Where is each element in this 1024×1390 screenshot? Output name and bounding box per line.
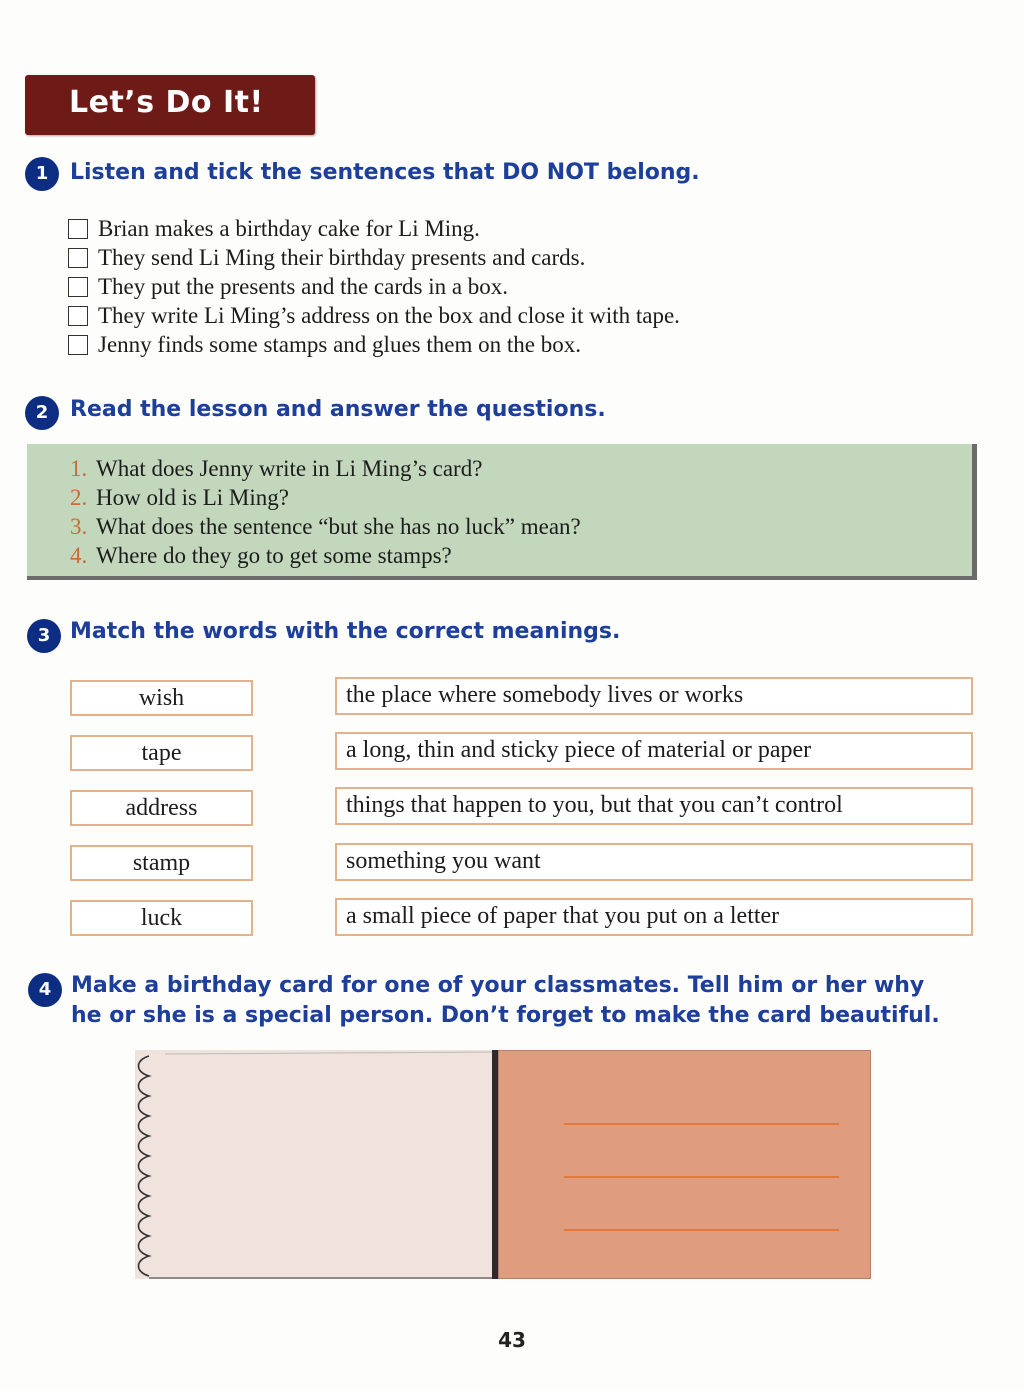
tick-list — [68, 214, 680, 359]
question-item — [70, 512, 581, 541]
tick-item-text: Brian makes a birthday cake for Li Ming. — [98, 215, 480, 241]
exercise-4-heading-line-1: Make a birthday card for one of your classmates. Tell him or her why — [71, 973, 925, 998]
exercise-4-heading-line-2: he or she is a special person. Don’t forget to make the card beautiful. — [71, 1003, 940, 1028]
meaning-box[interactable]: the place where somebody lives or works — [335, 677, 973, 715]
card-writing-line[interactable] — [564, 1229, 839, 1231]
question-text: How old is Li Ming? — [96, 484, 289, 510]
banner-title: Let’s Do It! — [69, 85, 264, 120]
meaning-box[interactable]: a long, thin and sticky piece of material or paper — [335, 732, 973, 770]
exercise-2-number: 2 — [25, 396, 59, 430]
birthday-card — [135, 1050, 871, 1279]
meaning-box[interactable]: something you want — [335, 843, 973, 881]
card-writing-line[interactable] — [564, 1123, 839, 1125]
question-number: 3. — [70, 513, 88, 539]
question-list — [70, 454, 581, 570]
tick-checkbox[interactable] — [68, 335, 88, 355]
tick-checkbox[interactable] — [68, 306, 88, 326]
card-inside[interactable] — [498, 1050, 871, 1279]
question-item — [70, 454, 581, 483]
tick-checkbox[interactable] — [68, 277, 88, 297]
exercise-2-heading: Read the lesson and answer the questions. — [70, 397, 606, 422]
lets-do-it-banner — [25, 75, 315, 135]
word-box-wish[interactable]: wish — [70, 680, 253, 716]
question-item — [70, 483, 581, 512]
question-number: 1. — [70, 455, 88, 481]
exercise-1-number: 1 — [25, 157, 59, 191]
tick-item — [68, 330, 680, 359]
tick-checkbox[interactable] — [68, 219, 88, 239]
tick-item-text: They send Li Ming their birthday presents and cards. — [98, 244, 586, 270]
tick-item-text: Jenny finds some stamps and glues them on the box. — [98, 331, 581, 357]
tick-item-text: They write Li Ming’s address on the box and close it with tape. — [98, 302, 680, 328]
card-front[interactable] — [135, 1050, 495, 1279]
exercise-3-number: 3 — [27, 619, 61, 653]
meaning-box[interactable]: things that happen to you, but that you can’t control — [335, 787, 973, 825]
question-text: Where do they go to get some stamps? — [96, 542, 452, 568]
tick-item — [68, 214, 680, 243]
word-box-address[interactable]: address — [70, 790, 253, 826]
meaning-box[interactable]: a small piece of paper that you put on a letter — [335, 898, 973, 936]
exercise-4-number: 4 — [28, 973, 62, 1007]
card-scalloped-edge — [135, 1050, 495, 1279]
question-text: What does Jenny write in Li Ming’s card? — [96, 455, 483, 481]
page-number: 43 — [498, 1328, 526, 1352]
tick-checkbox[interactable] — [68, 248, 88, 268]
question-number: 4. — [70, 542, 88, 568]
question-item — [70, 541, 581, 570]
tick-item — [68, 272, 680, 301]
word-box-tape[interactable]: tape — [70, 735, 253, 771]
tick-item — [68, 243, 680, 272]
word-box-stamp[interactable]: stamp — [70, 845, 253, 881]
tick-item-text: They put the presents and the cards in a box. — [98, 273, 509, 299]
card-writing-line[interactable] — [564, 1176, 839, 1178]
exercise-1-heading: Listen and tick the sentences that DO NOT belong. — [70, 160, 700, 185]
exercise-3-heading: Match the words with the correct meanings. — [70, 619, 621, 644]
question-text: What does the sentence “but she has no luck” mean? — [96, 513, 581, 539]
word-box-luck[interactable]: luck — [70, 900, 253, 936]
question-number: 2. — [70, 484, 88, 510]
tick-item — [68, 301, 680, 330]
